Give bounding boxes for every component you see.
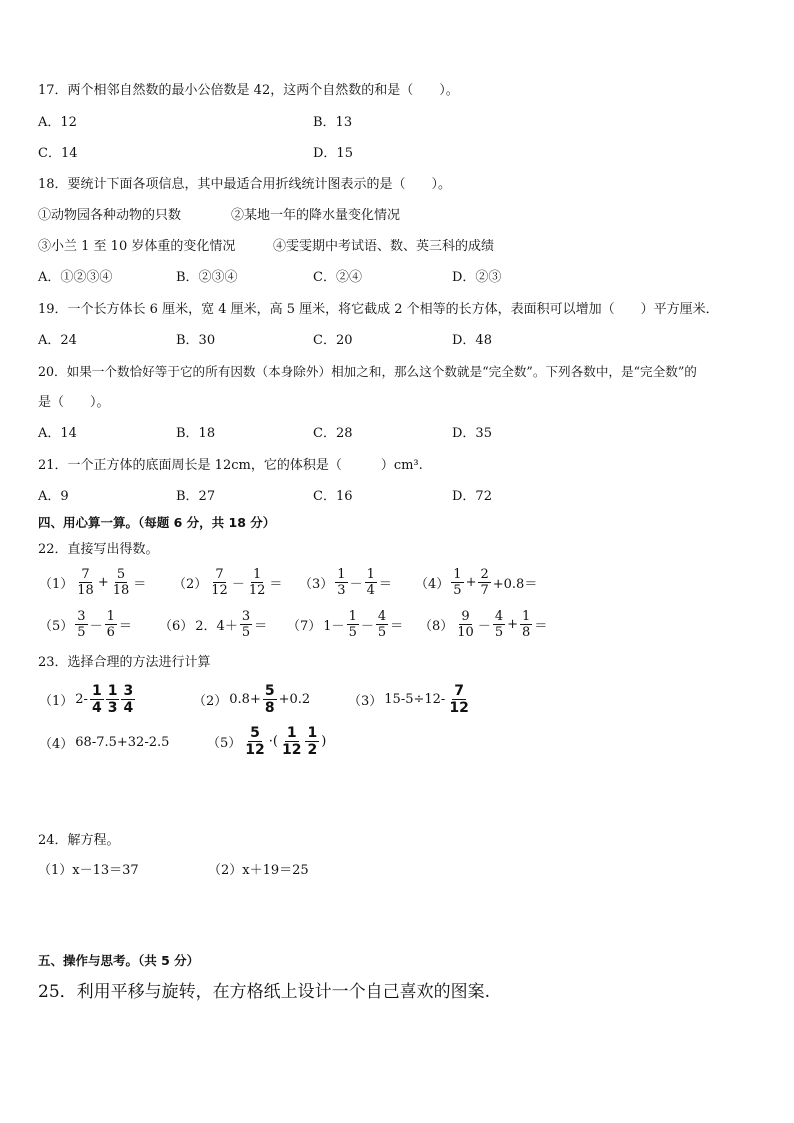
q23-label-5: （5）	[207, 736, 242, 751]
question-20-stem-line-2: 是（ ）。	[38, 395, 110, 410]
q23-label-3: （3）	[348, 694, 383, 709]
question-22-stem: 22．直接写出得数。	[38, 542, 159, 557]
fraction: $\frac{1}{12}$	[248, 567, 266, 598]
q18-option-d[interactable]: D．②③	[452, 270, 502, 285]
q22-expression-4: （4） $\frac{1}{5}$ + $\frac{2}{7}$ +0.8＝	[415, 567, 538, 598]
fraction: $\frac{7}{12}$	[449, 683, 469, 716]
fraction: $\frac{3}{4}$	[123, 683, 134, 716]
fraction: $\frac{1}{8}$	[522, 609, 531, 640]
q18-option-c[interactable]: C．②④	[313, 270, 362, 285]
q17-option-c[interactable]: C．14	[38, 146, 78, 161]
q20-option-a[interactable]: A．14	[38, 426, 77, 441]
fraction: $\frac{1}{3}$	[107, 683, 118, 716]
question-18-stem: 18．要统计下面各项信息，其中最适合用折线统计图表示的是（ ）。	[38, 177, 452, 192]
fraction: $\frac{7}{12}$	[211, 567, 228, 598]
q23-expression-5: （5） $\frac{5}{12}$ ·( $\frac{1}{12}$ $\frac{1}{2}$ )	[207, 725, 327, 758]
q22-label-3: （3）	[299, 577, 334, 592]
q22-expression-1: （1） $\frac{7}{18}$ + $\frac{5}{18}$ ＝	[39, 567, 147, 598]
q23-expression-2: （2） 0.8+ $\frac{5}{8}$ +0.2	[193, 683, 311, 716]
question-24-stem: 24．解方程。	[38, 833, 120, 848]
q18-option-b[interactable]: B．②③④	[176, 270, 238, 285]
q22-expression-3: （3） $\frac{1}{3}$ － $\frac{1}{4}$ ＝	[299, 567, 392, 598]
q18-item-2: ②某地一年的降水量变化情况	[231, 208, 401, 223]
q24-equation-2: （2）x＋19＝25	[208, 863, 309, 878]
section-4-heading: 四、用心算一算。（每题 6 分，共 18 分）	[38, 515, 276, 530]
q22-expression-7: （7） 1－ $\frac{1}{5}$ － $\frac{4}{5}$ ＝	[287, 609, 404, 640]
fraction: $\frac{3}{5}$	[241, 609, 251, 640]
q19-option-d[interactable]: D．48	[452, 333, 492, 348]
q17-option-d[interactable]: D．15	[313, 146, 353, 161]
q19-option-c[interactable]: C．20	[313, 333, 353, 348]
q22-expression-6: （6） 2．4＋ $\frac{3}{5}$ ＝	[159, 609, 268, 640]
q18-option-a[interactable]: A．①②③④	[38, 270, 113, 285]
fraction: $\frac{1}{3}$	[337, 567, 346, 598]
question-20-stem-line-1: 20．如果一个数恰好等于它的所有因数（本身除外）相加之和，那么这个数就是“完全数”。下列各数中，是“完全数”的	[38, 364, 697, 379]
q23-label-1: （1）	[39, 694, 74, 709]
q22-label-6: （6）	[159, 619, 194, 634]
fraction: $\frac{2}{7}$	[480, 567, 489, 598]
fraction: $\frac{4}{5}$	[494, 609, 504, 640]
q22-label-1: （1）	[39, 577, 74, 592]
fraction: $\frac{9}{10}$	[457, 609, 474, 640]
q20-option-d[interactable]: D．35	[452, 426, 492, 441]
fraction: $\frac{1}{5}$	[453, 567, 462, 598]
q22-expression-5: （5） $\frac{3}{5}$ － $\frac{1}{6}$ ＝	[39, 609, 132, 640]
q23-expression-1: （1） 2- $\frac{1}{4}$ $\frac{1}{3}$ $\frac{3}{4}$	[39, 683, 134, 716]
q19-option-a[interactable]: A．24	[38, 333, 77, 348]
q23-expression-3: （3） 15-5÷12- $\frac{7}{12}$	[348, 683, 469, 716]
fraction: $\frac{5}{18}$	[112, 567, 130, 598]
section-5-heading: 五、操作与思考。（共 5 分）	[38, 953, 200, 968]
q21-option-c[interactable]: C．16	[313, 489, 353, 504]
q24-equation-1: （1）x－13＝37	[38, 863, 139, 878]
q17-option-a[interactable]: A．12	[38, 115, 77, 130]
question-19-stem: 19．一个长方体长 6 厘米，宽 4 厘米，高 5 厘米，将它截成 2 个相等的长方体，表面积可以增加（ ）平方厘米．	[38, 302, 719, 317]
q17-option-b[interactable]: B．13	[313, 115, 353, 130]
q20-option-b[interactable]: B．18	[176, 426, 216, 441]
fraction: $\frac{1}{2}$	[307, 725, 318, 758]
fraction: $\frac{3}{5}$	[77, 609, 86, 640]
question-25-stem: 25．利用平移与旋转，在方格纸上设计一个自己喜欢的图案.	[38, 982, 491, 1002]
q21-option-b[interactable]: B．27	[176, 489, 216, 504]
q23-expression-4: （4） 68-7.5+32-2.5	[39, 735, 170, 752]
fraction: $\frac{1}{4}$	[366, 567, 375, 598]
fraction: $\frac{1}{5}$	[348, 609, 357, 640]
q22-label-8: （8）	[419, 619, 454, 634]
q22-label-4: （4）	[415, 577, 450, 592]
fraction: $\frac{1}{12}$	[281, 725, 302, 758]
q23-label-4: （4）	[39, 737, 74, 752]
question-17-stem: 17．两个相邻自然数的最小公倍数是 42，这两个自然数的和是（ ）。	[38, 83, 459, 98]
q22-expression-8: （8） $\frac{9}{10}$ － $\frac{4}{5}$ + $\frac{1}{8}$ ＝	[419, 609, 548, 640]
q18-item-3: ③小兰 1 至 10 岁体重的变化情况	[38, 239, 236, 254]
q22-label-5: （5）	[39, 619, 74, 634]
fraction: $\frac{5}{8}$	[264, 683, 275, 716]
q22-expression-2: （2） $\frac{7}{12}$ － $\frac{1}{12}$ ＝	[173, 567, 283, 598]
q19-option-b[interactable]: B．30	[176, 333, 216, 348]
q18-item-1: ①动物园各种动物的只数	[38, 208, 182, 223]
fraction: $\frac{1}{4}$	[91, 683, 102, 716]
q23-label-2: （2）	[193, 694, 228, 709]
q21-option-a[interactable]: A．9	[38, 489, 69, 504]
question-21-stem: 21．一个正方体的底面周长是 12cm，它的体积是（ ）cm³.	[38, 458, 423, 473]
q21-option-d[interactable]: D．72	[452, 489, 492, 504]
question-23-stem: 23．选择合理的方法进行计算	[38, 655, 211, 670]
fraction: $\frac{4}{5}$	[377, 609, 387, 640]
q18-item-4: ④雯雯期中考试语、数、英三科的成绩	[273, 239, 495, 254]
fraction: $\frac{7}{18}$	[77, 567, 94, 598]
q20-option-c[interactable]: C．28	[313, 426, 353, 441]
q22-label-2: （2）	[173, 577, 208, 592]
fraction: $\frac{1}{6}$	[106, 609, 115, 640]
q22-label-7: （7）	[287, 619, 322, 634]
fraction: $\frac{5}{12}$	[245, 725, 265, 758]
